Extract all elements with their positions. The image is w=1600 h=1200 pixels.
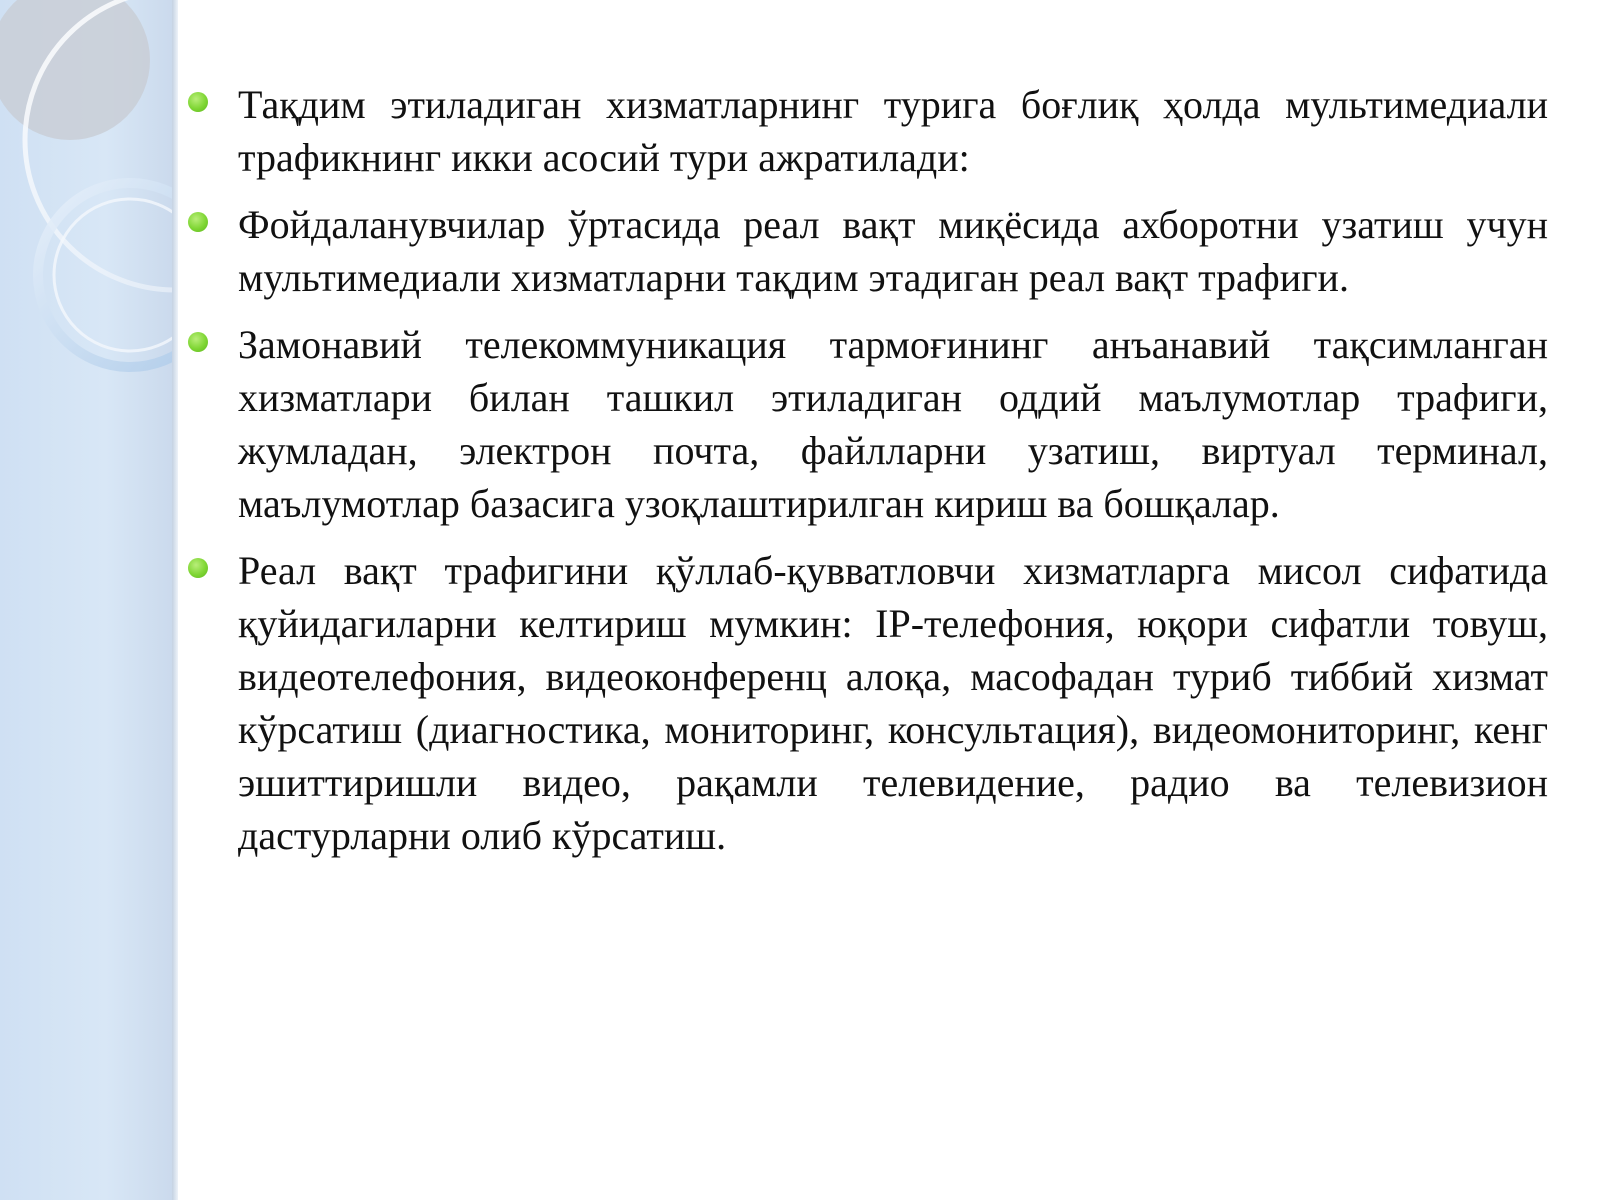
green-dot-bullet-icon (188, 558, 208, 578)
bullet-text: Замонавий телекоммуникация тармоғининг анъанавий тақсимланган хизматлари билан ташкил этиладиган оддий маълумотлар трафиги, жумладан, электрон почта, файлларни узатиш, виртуал терминал, маълумотлар базасига узоқлаштирилган кириш ва бошқалар. (238, 322, 1548, 526)
decorative-circles (0, 0, 176, 420)
bullet-text: Тақдим этиладиган хизматларнинг турига боғлиқ ҳолда мультимедиали трафикнинг икки асосий тури ажратилади: (238, 82, 1548, 180)
bullet-text: Реал вақт трафигини қўллаб-қувватловчи хизматларга мисол сифатида қуйидагиларни келтириш мумкин: IP-телефония, юқори сифатли товуш, видеотелефония, видеоконференц алоқа, масофадан туриб тиббий хизмат кўрсатиш (диагностика, мониторинг, консультация), видеомониторинг, кенг эшиттиришли видео, рақамли телевидение, радио ва телевизион дастурларни олиб кўрсатиш. (238, 548, 1548, 858)
bullet-item (188, 198, 1548, 304)
green-dot-bullet-icon (188, 212, 208, 232)
bullet-text: Фойдаланувчилар ўртасида реал вақт миқёсида ахборотни узатиш учун мультимедиали хизматларни тақдим этадиган реал вақт трафиги. (238, 202, 1548, 300)
bullet-list (188, 78, 1548, 876)
bullet-item (188, 318, 1548, 530)
grey-disc-shape (0, 0, 150, 140)
side-band-edge (172, 0, 178, 1200)
bullet-item (188, 544, 1548, 862)
green-dot-bullet-icon (188, 332, 208, 352)
decorative-side-band (0, 0, 176, 1200)
bullet-item (188, 78, 1548, 184)
green-dot-bullet-icon (188, 92, 208, 112)
